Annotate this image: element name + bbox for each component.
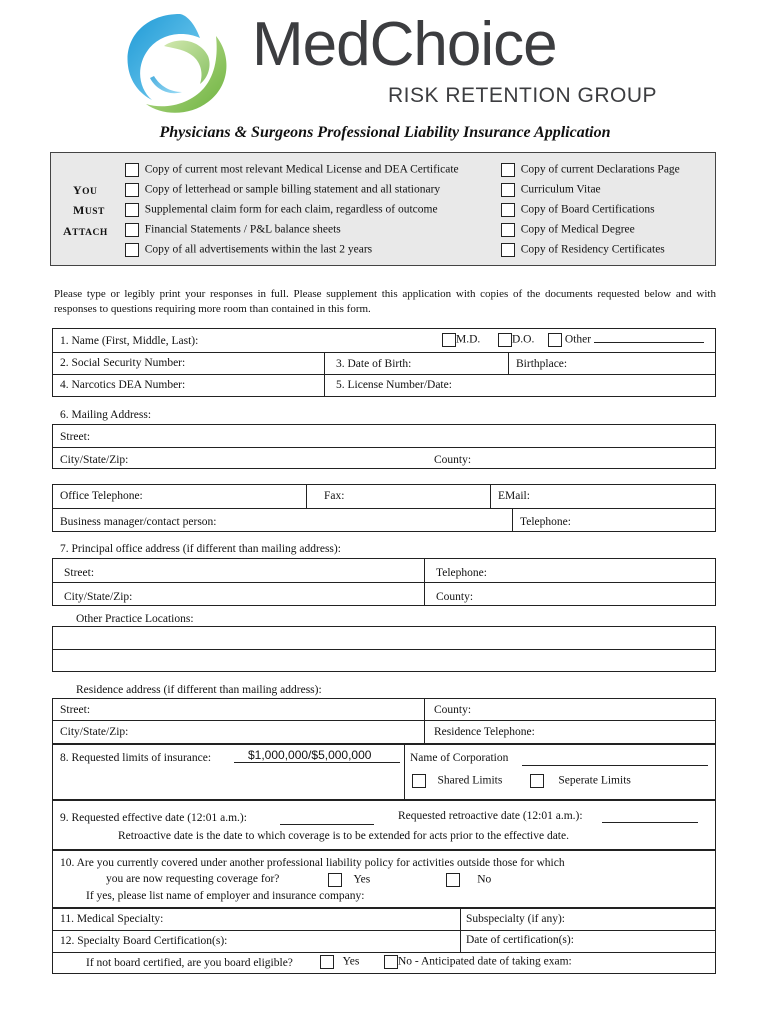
attach-item-label: Copy of all advertisements within the last 2 years: [144, 243, 373, 256]
divider: [52, 930, 716, 931]
attach-item-label: Copy of Residency Certificates: [520, 243, 665, 256]
divider: [404, 744, 405, 800]
attach-item-license[interactable]: [125, 163, 459, 177]
other-label: Other: [564, 333, 592, 346]
residence-table: [52, 698, 716, 744]
board-eligible-no[interactable]: [384, 955, 572, 969]
divider: [424, 698, 425, 744]
divider: [52, 352, 716, 353]
checkbox[interactable]: [548, 333, 562, 347]
principal-city-field[interactable]: City/State/Zip:: [64, 591, 133, 603]
attachments-panel: [50, 152, 716, 266]
other-coverage-question-cont: you are now requesting coverage for?: [106, 873, 280, 885]
retroactive-note: Retroactive date is the date to which coverage is to be extended for acts prior to the effective date.: [118, 830, 569, 842]
residence-telephone-field[interactable]: Residence Telephone:: [434, 726, 535, 738]
board-eligible-yes[interactable]: [320, 955, 359, 969]
business-manager-field[interactable]: Business manager/contact person:: [60, 516, 217, 528]
attach-item-claim-form[interactable]: [125, 203, 438, 217]
medical-specialty-field[interactable]: 11. Medical Specialty:: [60, 913, 164, 925]
you-label-rest: OU: [82, 187, 98, 197]
divider: [52, 582, 716, 583]
attach-item-advertisements[interactable]: [125, 243, 372, 257]
attach-item-label: Copy of current most relevant Medical License and DEA Certificate: [144, 163, 459, 176]
checkbox[interactable]: [125, 163, 139, 177]
attach-item-declarations[interactable]: [501, 163, 680, 177]
other-coverage-no[interactable]: [446, 873, 491, 887]
no-label: No: [477, 873, 492, 886]
attach-label: ATTACH: [63, 224, 108, 238]
retroactive-date-input[interactable]: [602, 810, 698, 823]
must-label: MUST: [73, 203, 105, 217]
instructions-text: Please type or legibly print your responses in full. Please supplement this application with copies of the documents requested below and with responses to questions requiring more room than contained in this form.: [54, 288, 716, 315]
separate-limits-label: Seperate Limits: [558, 774, 631, 787]
checkbox[interactable]: [501, 243, 515, 257]
do-label: D.O.: [512, 333, 535, 346]
residence-city-field[interactable]: City/State/Zip:: [60, 726, 129, 738]
checkbox[interactable]: [125, 243, 139, 257]
company-logo: [120, 8, 658, 120]
attach-item-label: Curriculum Vitae: [520, 183, 601, 196]
checkbox[interactable]: [125, 203, 139, 217]
attach-item-board-cert[interactable]: [501, 203, 655, 217]
checkbox[interactable]: [442, 333, 456, 347]
checkbox[interactable]: [530, 774, 544, 788]
logo-swirl-icon: [120, 8, 240, 120]
do-option[interactable]: [498, 333, 534, 347]
brand-subtitle: RISK RETENTION GROUP: [388, 84, 658, 107]
name-field[interactable]: 1. Name (First, Middle, Last):: [60, 335, 199, 347]
subspecialty-field[interactable]: Subspecialty (if any):: [466, 913, 566, 925]
checkbox[interactable]: [320, 955, 334, 969]
dob-field[interactable]: 3. Date of Birth:: [336, 358, 412, 370]
other-option[interactable]: [548, 333, 704, 347]
corporation-name-input[interactable]: [522, 752, 708, 766]
dates-table: [52, 800, 716, 850]
checkbox[interactable]: [498, 333, 512, 347]
residence-county-field[interactable]: County:: [434, 704, 472, 716]
checkbox[interactable]: [412, 774, 426, 788]
mailing-city-field[interactable]: City/State/Zip:: [60, 454, 129, 466]
divider: [52, 952, 716, 953]
attach-item-label: Financial Statements / P&L balance sheets: [144, 223, 341, 236]
yes-label: Yes: [353, 873, 371, 886]
other-blank[interactable]: [594, 342, 704, 343]
checkbox[interactable]: [446, 873, 460, 887]
checkbox[interactable]: [501, 203, 515, 217]
shared-limits-label: Shared Limits: [437, 774, 503, 787]
no-label: No - Anticipated date of taking exam:: [398, 955, 572, 968]
divider: [52, 447, 716, 448]
checkbox[interactable]: [125, 183, 139, 197]
must-label-rest: UST: [84, 207, 105, 217]
ssn-field[interactable]: 2. Social Security Number:: [60, 357, 186, 369]
divider: [460, 908, 461, 952]
divider: [52, 720, 716, 721]
md-option[interactable]: [442, 333, 480, 347]
mailing-county-field[interactable]: County:: [434, 454, 472, 466]
mailing-address-heading: 6. Mailing Address:: [60, 409, 152, 421]
other-locations-heading: Other Practice Locations:: [76, 613, 194, 625]
checkbox[interactable]: [125, 223, 139, 237]
attach-item-financials[interactable]: [125, 223, 341, 237]
attach-item-medical-degree[interactable]: [501, 223, 635, 237]
brand-name: MedChoice: [252, 10, 557, 79]
checkbox[interactable]: [328, 873, 342, 887]
divider: [52, 508, 716, 509]
attach-item-residency[interactable]: [501, 243, 665, 257]
attach-item-label: Copy of Board Certifications: [520, 203, 655, 216]
certification-date-field[interactable]: Date of certification(s):: [466, 934, 574, 946]
other-coverage-yes[interactable]: [328, 873, 370, 887]
email-field[interactable]: EMail:: [498, 490, 530, 502]
divider: [508, 352, 509, 374]
principal-office-heading: 7. Principal office address (if different than mailing address):: [60, 543, 341, 555]
md-label: M.D.: [456, 333, 481, 346]
divider: [52, 649, 716, 650]
divider: [324, 352, 325, 397]
requested-limits-value[interactable]: $1,000,000/$5,000,000: [234, 748, 400, 763]
checkbox[interactable]: [501, 223, 515, 237]
principal-street-field[interactable]: Street:: [64, 567, 95, 579]
requested-limits-label: 8. Requested limits of insurance:: [60, 752, 212, 764]
separate-limits-option[interactable]: [530, 774, 631, 788]
effective-date-label: 9. Requested effective date (12:01 a.m.):: [60, 812, 247, 824]
employer-insurer-prompt: If yes, please list name of employer and insurance company:: [86, 890, 365, 902]
you-label: YOU: [73, 183, 98, 197]
manager-telephone-field[interactable]: Telephone:: [520, 516, 571, 528]
checkbox[interactable]: [501, 183, 515, 197]
office-phone-field[interactable]: Office Telephone:: [60, 490, 143, 502]
divider: [424, 558, 425, 606]
birthplace-field[interactable]: Birthplace:: [516, 358, 568, 370]
mailing-street-field[interactable]: Street:: [60, 431, 91, 443]
checkbox[interactable]: [384, 955, 398, 969]
residence-street-field[interactable]: Street:: [60, 704, 91, 716]
divider: [306, 484, 307, 508]
attach-label-rest: TTACH: [72, 228, 108, 238]
corporation-name-label: Name of Corporation: [410, 752, 509, 764]
page-title: Physicians & Surgeons Professional Liability Insurance Application: [159, 124, 611, 141]
attach-item-label: Copy of Medical Degree: [520, 223, 635, 236]
yes-label: Yes: [342, 955, 360, 968]
checkbox[interactable]: [501, 163, 515, 177]
attach-item-label: Supplemental claim form for each claim, regardless of outcome: [144, 203, 438, 216]
shared-limits-option[interactable]: [412, 774, 502, 788]
residence-heading: Residence address (if different than mailing address):: [76, 684, 322, 696]
license-field[interactable]: 5. License Number/Date:: [336, 379, 452, 391]
effective-date-input[interactable]: [280, 812, 374, 825]
dea-field[interactable]: 4. Narcotics DEA Number:: [60, 379, 186, 391]
fax-field[interactable]: Fax:: [324, 490, 345, 502]
principal-telephone-field[interactable]: Telephone:: [436, 567, 487, 579]
retroactive-date-label: Requested retroactive date (12:01 a.m.):: [398, 810, 583, 822]
board-certification-field[interactable]: 12. Specialty Board Certification(s):: [60, 935, 228, 947]
other-coverage-question: 10. Are you currently covered under another professional liability policy for activities outside those for which: [60, 857, 565, 869]
divider: [52, 374, 716, 375]
divider: [490, 484, 491, 508]
attach-item-letterhead[interactable]: [125, 183, 440, 197]
attach-item-cv[interactable]: [501, 183, 601, 197]
board-eligible-question: If not board certified, are you board eligible?: [86, 957, 293, 969]
attach-item-label: Copy of letterhead or sample billing statement and all stationary: [144, 183, 441, 196]
attach-item-label: Copy of current Declarations Page: [520, 163, 680, 176]
principal-county-field[interactable]: County:: [436, 591, 474, 603]
divider: [512, 508, 513, 532]
